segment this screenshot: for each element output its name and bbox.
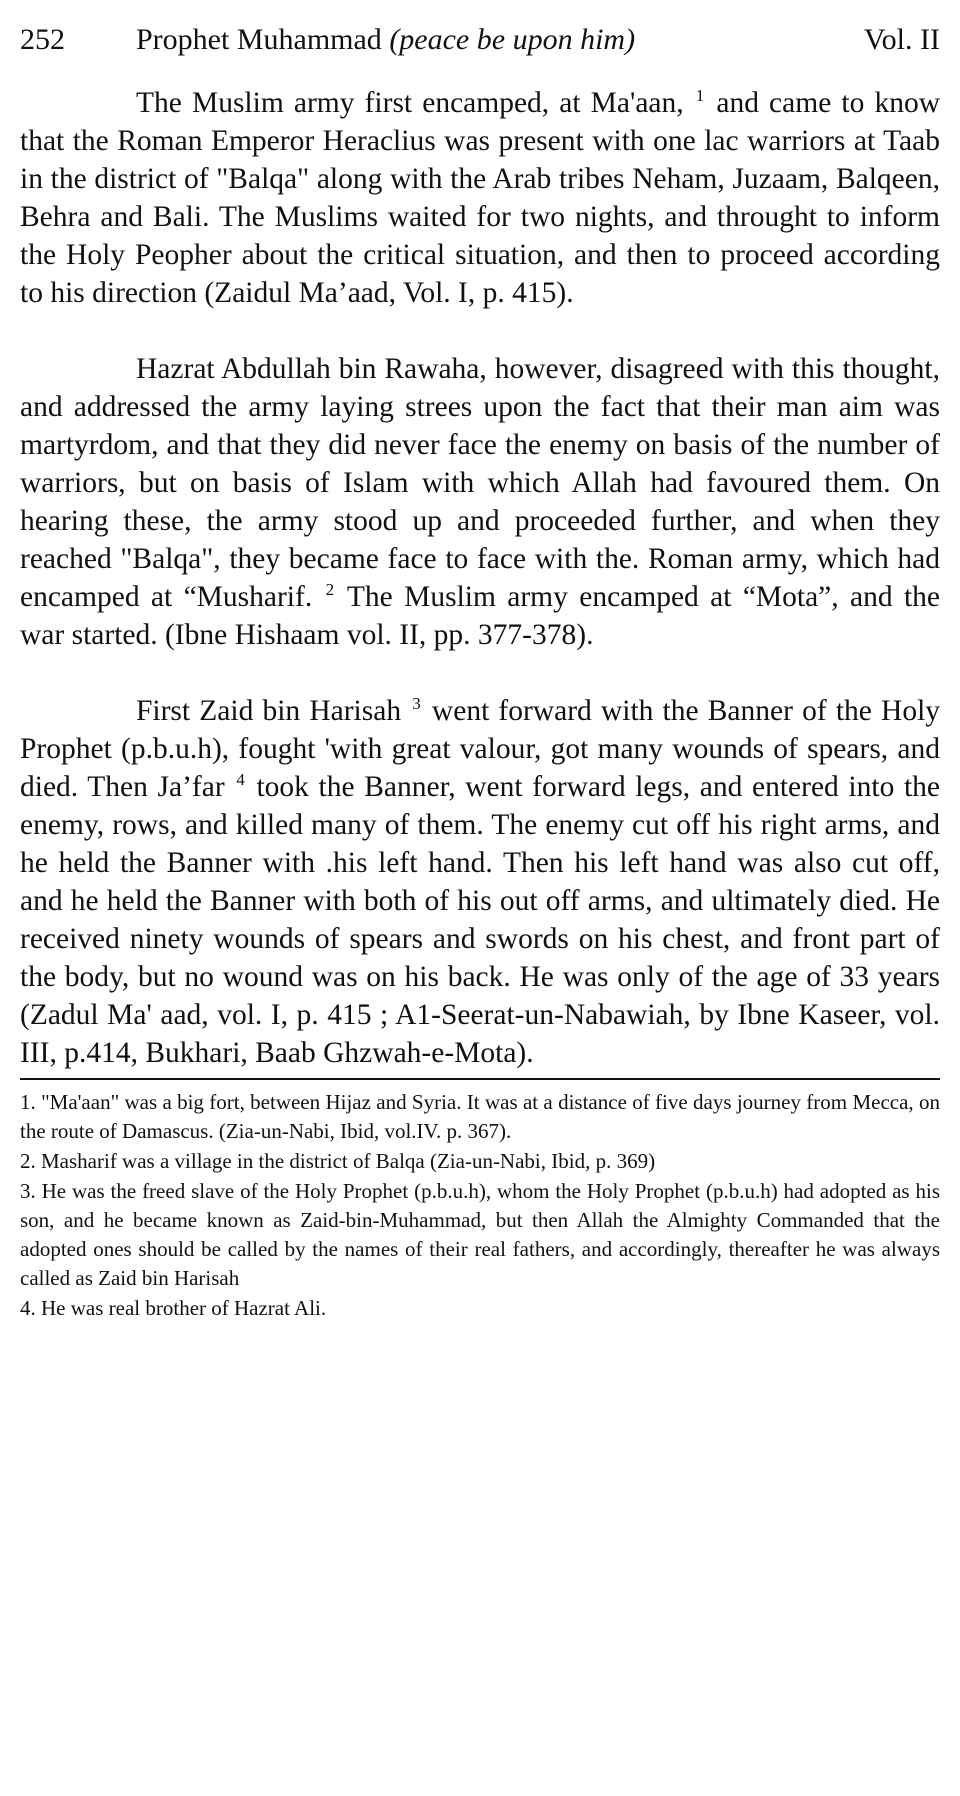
- footnote-marker: 4: [236, 770, 245, 790]
- paragraph-text: went forward with the Banner of the Holy Prophet (p.b.u.h), fought 'with great valour, got many wounds of spears, and died. Then Ja’far: [20, 695, 941, 803]
- book-title-honorific: (peace be upon him): [389, 23, 636, 56]
- paragraph-text: took the Banner, went forward legs, and entered into the enemy, rows, and killed many of them. The enemy cut off his right arms, and he held the Banner with .his left hand. Then his left hand was also cut off, and he held the Banner with both of his out off arms, and ultimately died. He received ninety wounds of spears and swords on his chest, and front part of the body, but no wound was on his back. He was only of the age of 33 years (Zadul Ma' aad, vol. I, p. 415 ; A1-Seerat-un-Nabawiah, by Ibne Kaseer, vol. III, p.414, Bukhari, Baab Ghzwah-e-Mota).: [20, 771, 940, 1069]
- footnote-marker: 3: [412, 694, 421, 714]
- footnote-1: 1. "Ma'aan" was a big fort, between Hijaz and Syria. It was at a distance of five days journey from Mecca, on the route of Damascus. (Zia-un-Nabi, Ibid, vol.IV. p. 367).: [20, 1090, 940, 1143]
- footnotes: [20, 1088, 940, 1323]
- footnote-marker: 2: [325, 580, 335, 600]
- paragraph-text: and came to know that the Roman Emperor Heraclius was present with one lac warriors at Taab in the district of "Balqa" along with the Arab tribes Neham, Juzaam, Balqeen, Behra and Bali. The Muslims waited for two nights, and throught to inform the Holy Peopher about the critical situation, and then to proceed according to his direction (Zaidul Ma’aad, Vol. I, p. 415).: [20, 87, 941, 309]
- paragraph-text: The Muslim army encamped at “Mota”, and the war started. (Ibne Hishaam vol. II, pp. 377-378).: [20, 581, 940, 651]
- paragraph-text: First Zaid bin Harisah: [136, 695, 402, 727]
- paragraph-2: [20, 350, 940, 654]
- book-title: [136, 22, 864, 58]
- paragraph-3: [20, 692, 940, 1072]
- volume-label: Vol. II: [863, 23, 940, 56]
- footnote-3: 3. He was the freed slave of the Holy Prophet (p.b.u.h), whom the Holy Prophet (p.b.u.h) had adopted as his son, and he became known as Zaid-bin-Muhammad, but then Allah the Almighty Commanded that the adopted ones should be called by the names of their real fathers, and accordingly, thereafter he was always called as Zaid bin Harisah: [20, 1179, 940, 1290]
- paragraph-1: [20, 84, 940, 312]
- running-header: [20, 22, 940, 58]
- paragraph-text: The Muslim army first encamped, at Ma'aan,: [136, 87, 684, 119]
- footnote-divider: [20, 1078, 940, 1080]
- book-title-main: Prophet Muhammad: [136, 23, 382, 56]
- paragraph-text: Hazrat Abdullah bin Rawaha, however, disagreed with this thought, and addressed the army laying strees upon the fact that their man aim was martyrdom, and that they did never face the enemy on basis of the number of warriors, but on basis of Islam with which Allah had favoured them. On hearing these, the army stood up and proceeded further, and when they reached "Balqa", they became face to face with the. Roman army, which had encamped at “Musharif.: [20, 353, 940, 613]
- page-number: 252: [20, 23, 65, 56]
- footnote-4: 4. He was real brother of Hazrat Ali.: [20, 1296, 327, 1320]
- footnote-marker: 1: [695, 86, 705, 106]
- book-page: [20, 22, 940, 1324]
- footnote-2: 2. Masharif was a village in the district of Balqa (Zia-un-Nabi, Ibid, p. 369): [20, 1149, 656, 1173]
- main-text: [20, 84, 940, 1072]
